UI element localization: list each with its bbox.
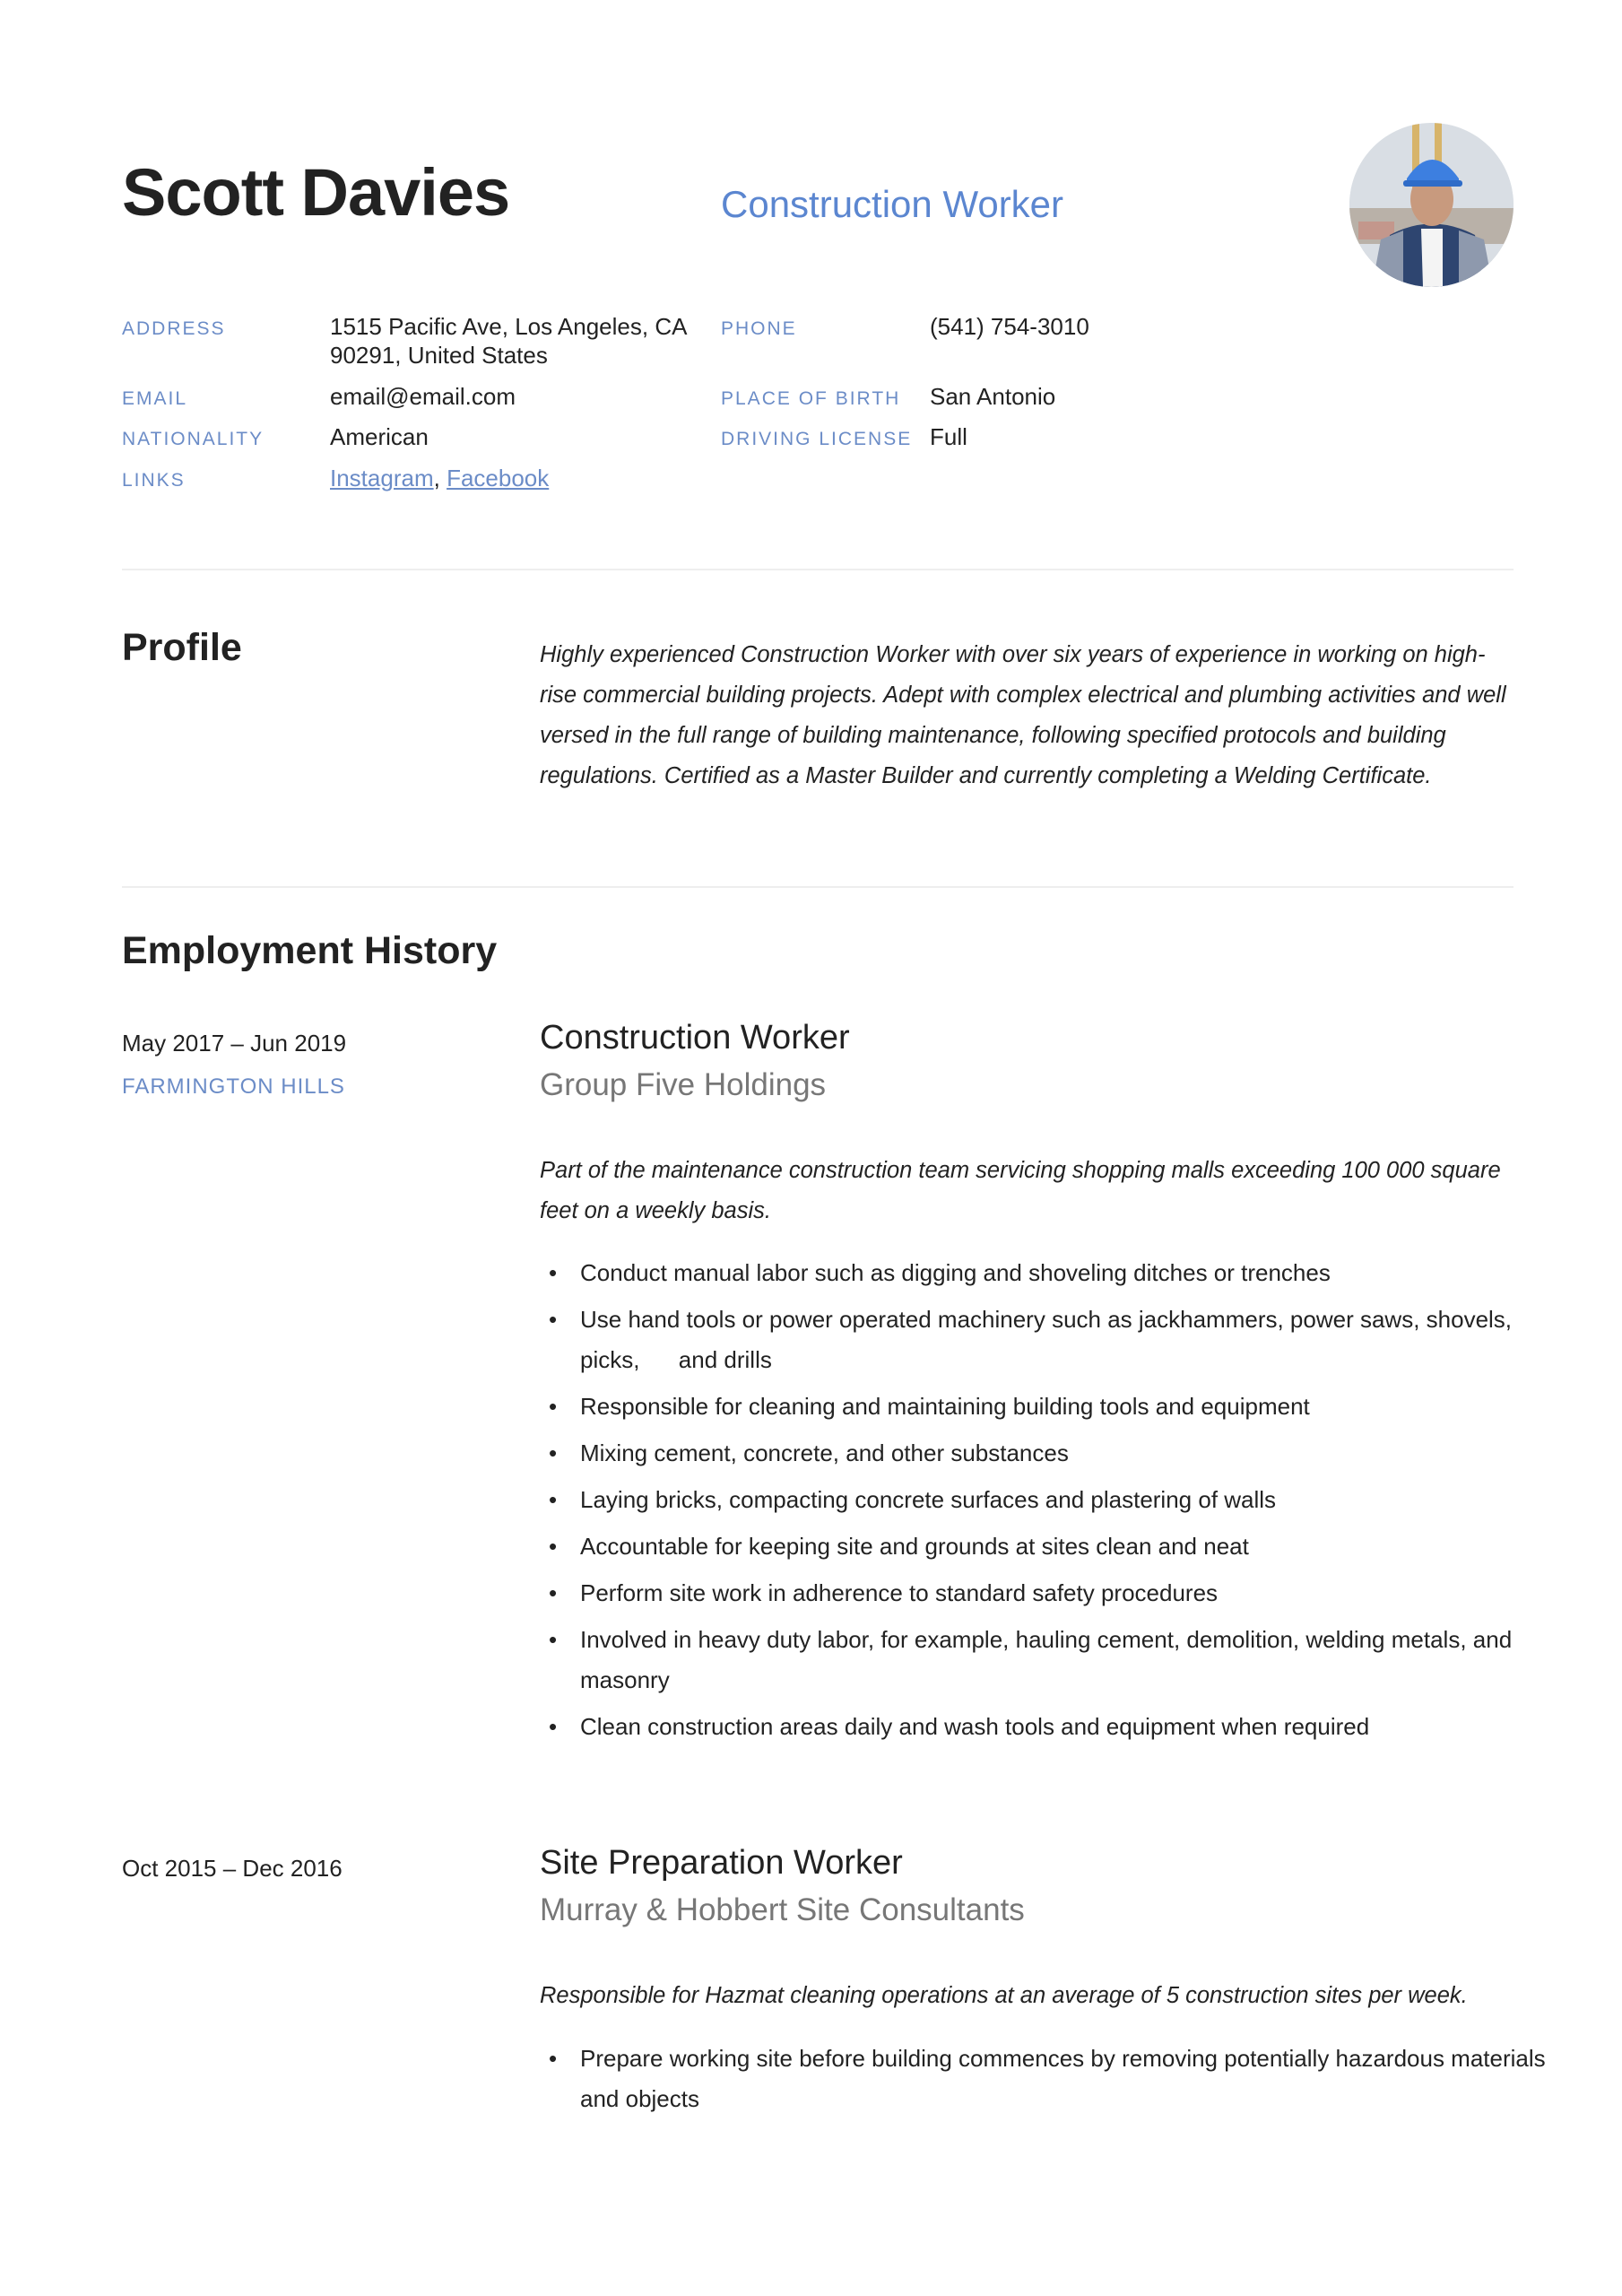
section-divider xyxy=(122,569,1514,570)
driving-license-value: Full xyxy=(930,423,967,450)
list-item: • Responsible for cleaning and maintaining building tools and equipment xyxy=(580,1387,1557,1427)
job-dates: Oct 2015 – Dec 2016 xyxy=(122,1855,343,1882)
candidate-job-title: Construction Worker xyxy=(721,183,1064,225)
list-item: • Clean construction areas daily and wash tools and equipment when required xyxy=(580,1707,1557,1747)
links-label: LINKS xyxy=(122,470,186,491)
job-company: Group Five Holdings xyxy=(540,1067,827,1102)
address-line-1: 1515 Pacific Ave, Los Angeles, CA xyxy=(330,313,688,340)
job-company: Murray & Hobbert Site Consultants xyxy=(540,1892,1025,1927)
list-item: • Mixing cement, concrete, and other substances xyxy=(580,1433,1557,1474)
facebook-link[interactable]: Facebook xyxy=(447,465,550,491)
list-item: • Involved in heavy duty labor, for example, hauling cement, demolition, welding metals, and masonry xyxy=(580,1620,1557,1700)
list-item: • Use hand tools or power operated machinery such as jackhammers, power saws, shovels, picks, and drills xyxy=(580,1300,1557,1380)
list-item: • Perform site work in adherence to standard safety procedures xyxy=(580,1573,1557,1613)
address-line-2: 90291, United States xyxy=(330,342,548,369)
phone-label: PHONE xyxy=(721,318,797,339)
driving-license-label: DRIVING LICENSE xyxy=(721,429,913,449)
list-item: • Accountable for keeping site and grounds at sites clean and neat xyxy=(580,1526,1557,1567)
list-item: • Prepare working site before building commences by removing potentially hazardous materials and objects xyxy=(580,2039,1557,2119)
links-value xyxy=(330,464,549,492)
section-divider xyxy=(122,886,1514,888)
job-summary: Responsible for Hazmat cleaning operations at an average of 5 construction sites per week. xyxy=(540,1983,1468,2008)
place-of-birth-label: PLACE OF BIRTH xyxy=(721,388,901,409)
place-of-birth-value: San Antonio xyxy=(930,383,1056,410)
profile-photo-icon xyxy=(1349,123,1514,287)
email-value: email@email.com xyxy=(330,383,516,410)
job-bullet-list xyxy=(540,1253,1557,1753)
job-title: Construction Worker xyxy=(540,1019,850,1057)
instagram-link[interactable]: Instagram xyxy=(330,465,434,491)
profile-heading: Profile xyxy=(122,626,242,669)
job-summary: Part of the maintenance construction team servicing shopping malls exceeding 100 000 square feet on a weekly basis. xyxy=(540,1158,1501,1223)
job-location: FARMINGTON HILLS xyxy=(122,1074,345,1099)
job-bullet-list xyxy=(540,2039,1557,2126)
candidate-name: Scott Davies xyxy=(122,155,510,230)
email-label: EMAIL xyxy=(122,388,188,409)
links-separator: , xyxy=(433,465,447,491)
list-item: • Laying bricks, compacting concrete surfaces and plastering of walls xyxy=(580,1480,1557,1520)
address-value xyxy=(330,312,687,370)
job-dates: May 2017 – Jun 2019 xyxy=(122,1030,347,1057)
nationality-value: American xyxy=(330,423,429,450)
employment-heading: Employment History xyxy=(122,929,498,972)
profile-text: Highly experienced Construction Worker with over six years of experience in working on high-rise commercial building projects. Adept with complex electrical and plumbing activities and well versed in the full range of building maintenance, following specified protocols and building regulations. Certified as a Master Builder and currently completing a Welding Certificate. xyxy=(540,642,1506,788)
nationality-label: NATIONALITY xyxy=(122,429,265,449)
job-title: Site Preparation Worker xyxy=(540,1844,903,1882)
profile-photo xyxy=(1349,123,1514,287)
list-item: • Conduct manual labor such as digging and shoveling ditches or trenches xyxy=(580,1253,1557,1293)
address-label: ADDRESS xyxy=(122,318,226,339)
phone-value: (541) 754-3010 xyxy=(930,313,1089,340)
